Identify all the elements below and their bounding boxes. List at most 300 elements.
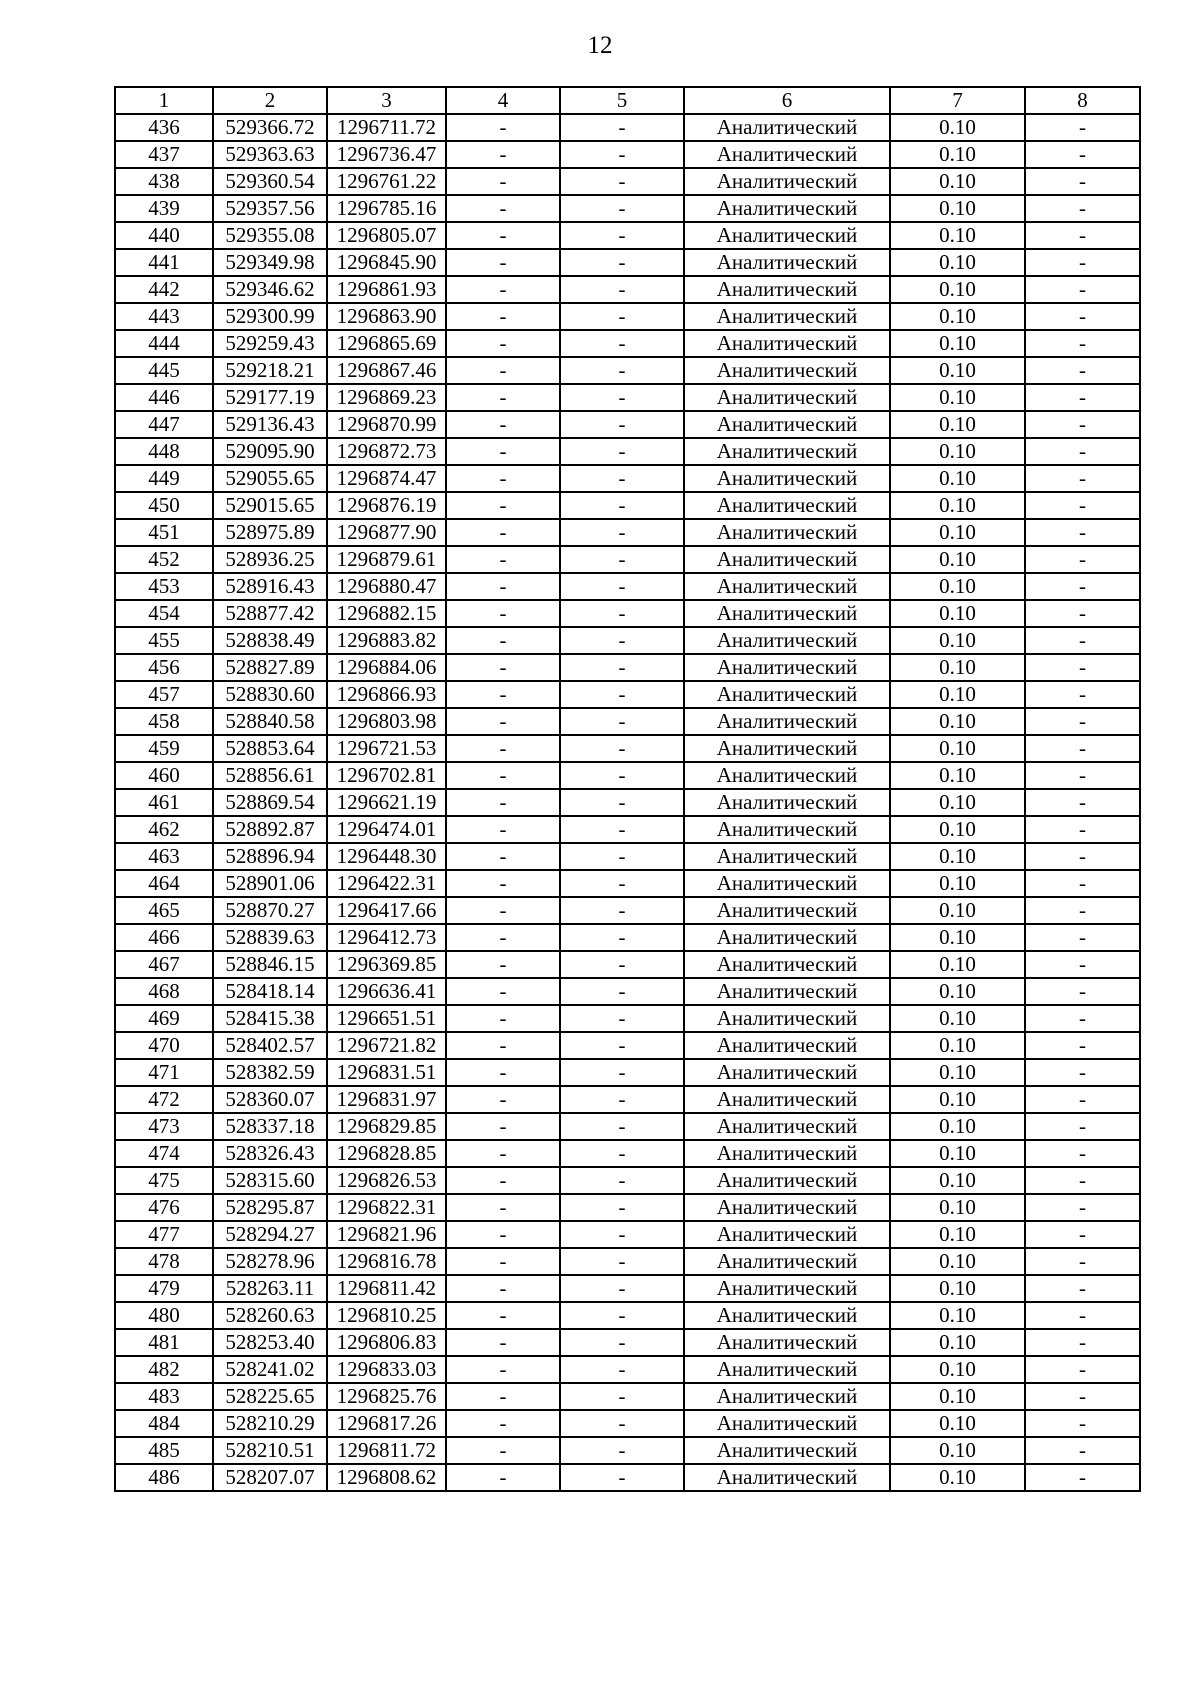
table-cell-col-5-value: - [560,708,684,735]
table-cell-method: Аналитический [684,1329,890,1356]
table-cell-point-number: 466 [115,924,213,951]
table-cell-col-5-value: - [560,1113,684,1140]
table-cell-y-coordinate: 1296369.85 [327,951,446,978]
table-cell-point-number: 479 [115,1275,213,1302]
table-cell-x-coordinate: 528846.15 [213,951,327,978]
table-cell-col-4-value: - [446,1140,560,1167]
table-cell-y-coordinate: 1296877.90 [327,519,446,546]
table-cell-x-coordinate: 528207.07 [213,1464,327,1491]
table-row [115,1086,1140,1113]
table-cell-col-8-value: - [1025,735,1140,762]
table-cell-col-5-value: - [560,1005,684,1032]
table-row [115,870,1140,897]
table-cell-point-number: 481 [115,1329,213,1356]
table-row [115,1437,1140,1464]
table-cell-x-coordinate: 529360.54 [213,168,327,195]
table-cell-col-5-value: - [560,762,684,789]
table-cell-x-coordinate: 528840.58 [213,708,327,735]
table-cell-accuracy: 0.10 [890,1410,1025,1437]
table-cell-method: Аналитический [684,573,890,600]
table-cell-y-coordinate: 1296811.42 [327,1275,446,1302]
table-cell-point-number: 448 [115,438,213,465]
table-cell-y-coordinate: 1296869.23 [327,384,446,411]
table-cell-x-coordinate: 529055.65 [213,465,327,492]
table-cell-point-number: 457 [115,681,213,708]
table-row [115,1113,1140,1140]
table-cell-point-number: 472 [115,1086,213,1113]
table-cell-col-5-value: - [560,1329,684,1356]
table-cell-col-5-value: - [560,303,684,330]
table-cell-col-8-value: - [1025,465,1140,492]
table-cell-col-8-value: - [1025,951,1140,978]
table-cell-col-4-value: - [446,357,560,384]
table-cell-x-coordinate: 528382.59 [213,1059,327,1086]
table-cell-x-coordinate: 529355.08 [213,222,327,249]
table-cell-method: Аналитический [684,1167,890,1194]
table-cell-x-coordinate: 528839.63 [213,924,327,951]
table-cell-col-8-value: - [1025,330,1140,357]
table-cell-point-number: 471 [115,1059,213,1086]
table-cell-point-number: 483 [115,1383,213,1410]
table-cell-col-8-value: - [1025,1005,1140,1032]
table-cell-y-coordinate: 1296817.26 [327,1410,446,1437]
table-cell-x-coordinate: 528853.64 [213,735,327,762]
table-cell-col-8-value: - [1025,1032,1140,1059]
table-cell-col-8-value: - [1025,1410,1140,1437]
table-cell-x-coordinate: 528402.57 [213,1032,327,1059]
table-cell-col-5-value: - [560,1221,684,1248]
table-cell-x-coordinate: 528263.11 [213,1275,327,1302]
table-cell-col-8-value: - [1025,1248,1140,1275]
table-cell-method: Аналитический [684,168,890,195]
table-cell-method: Аналитический [684,789,890,816]
table-cell-col-5-value: - [560,357,684,384]
table-cell-accuracy: 0.10 [890,357,1025,384]
column-header: 8 [1025,87,1140,114]
table-cell-col-5-value: - [560,168,684,195]
table-row [115,141,1140,168]
table-cell-accuracy: 0.10 [890,411,1025,438]
column-header: 1 [115,87,213,114]
table-row [115,681,1140,708]
table-cell-col-8-value: - [1025,1194,1140,1221]
table-cell-accuracy: 0.10 [890,573,1025,600]
table-cell-col-4-value: - [446,1005,560,1032]
table-cell-col-5-value: - [560,519,684,546]
table-cell-x-coordinate: 529300.99 [213,303,327,330]
table-cell-accuracy: 0.10 [890,438,1025,465]
table-cell-x-coordinate: 528294.27 [213,1221,327,1248]
table-cell-point-number: 482 [115,1356,213,1383]
table-cell-accuracy: 0.10 [890,1248,1025,1275]
table-row [115,1032,1140,1059]
table-cell-x-coordinate: 528360.07 [213,1086,327,1113]
table-cell-y-coordinate: 1296876.19 [327,492,446,519]
table-cell-point-number: 441 [115,249,213,276]
table-cell-method: Аналитический [684,1194,890,1221]
table-cell-col-5-value: - [560,114,684,141]
table-cell-x-coordinate: 528278.96 [213,1248,327,1275]
table-cell-y-coordinate: 1296884.06 [327,654,446,681]
table-cell-y-coordinate: 1296805.07 [327,222,446,249]
table-cell-point-number: 451 [115,519,213,546]
table-cell-y-coordinate: 1296870.99 [327,411,446,438]
table-cell-x-coordinate: 528210.29 [213,1410,327,1437]
table-cell-x-coordinate: 528225.65 [213,1383,327,1410]
table-cell-col-4-value: - [446,384,560,411]
table-cell-col-5-value: - [560,438,684,465]
table-cell-col-5-value: - [560,897,684,924]
table-cell-point-number: 456 [115,654,213,681]
table-cell-col-4-value: - [446,735,560,762]
table-cell-col-8-value: - [1025,789,1140,816]
table-cell-col-8-value: - [1025,1302,1140,1329]
table-cell-x-coordinate: 528870.27 [213,897,327,924]
table-cell-col-4-value: - [446,843,560,870]
table-cell-col-4-value: - [446,492,560,519]
table-cell-col-5-value: - [560,249,684,276]
table-cell-col-5-value: - [560,384,684,411]
table-cell-accuracy: 0.10 [890,492,1025,519]
table-cell-col-5-value: - [560,1140,684,1167]
table-row [115,303,1140,330]
table-cell-col-8-value: - [1025,1140,1140,1167]
table-cell-accuracy: 0.10 [890,1464,1025,1491]
table-cell-col-5-value: - [560,1275,684,1302]
table-cell-y-coordinate: 1296825.76 [327,1383,446,1410]
table-cell-y-coordinate: 1296863.90 [327,303,446,330]
table-cell-method: Аналитический [684,492,890,519]
table-cell-col-5-value: - [560,924,684,951]
table-cell-x-coordinate: 529136.43 [213,411,327,438]
table-cell-col-8-value: - [1025,492,1140,519]
table-cell-col-8-value: - [1025,438,1140,465]
table-cell-col-4-value: - [446,1302,560,1329]
table-cell-accuracy: 0.10 [890,1383,1025,1410]
table-cell-x-coordinate: 528326.43 [213,1140,327,1167]
table-cell-col-8-value: - [1025,519,1140,546]
table-row [115,546,1140,573]
table-cell-y-coordinate: 1296711.72 [327,114,446,141]
table-cell-method: Аналитический [684,438,890,465]
table-cell-col-4-value: - [446,1356,560,1383]
table-cell-col-4-value: - [446,681,560,708]
table-cell-col-4-value: - [446,1437,560,1464]
table-cell-y-coordinate: 1296867.46 [327,357,446,384]
table-cell-y-coordinate: 1296806.83 [327,1329,446,1356]
table-cell-accuracy: 0.10 [890,249,1025,276]
table-cell-method: Аналитический [684,627,890,654]
table-cell-point-number: 440 [115,222,213,249]
table-cell-x-coordinate: 528877.42 [213,600,327,627]
table-cell-col-4-value: - [446,168,560,195]
table-cell-method: Аналитический [684,924,890,951]
table-cell-method: Аналитический [684,1356,890,1383]
table-cell-col-8-value: - [1025,141,1140,168]
table-cell-point-number: 439 [115,195,213,222]
table-row [115,1356,1140,1383]
table-cell-col-8-value: - [1025,843,1140,870]
table-cell-method: Аналитический [684,978,890,1005]
table-row [115,1059,1140,1086]
table-cell-point-number: 454 [115,600,213,627]
table-cell-y-coordinate: 1296816.78 [327,1248,446,1275]
table-cell-col-8-value: - [1025,654,1140,681]
table-cell-y-coordinate: 1296861.93 [327,276,446,303]
table-header-row [115,87,1140,114]
table-cell-col-8-value: - [1025,1329,1140,1356]
table-cell-method: Аналитический [684,654,890,681]
table-cell-col-5-value: - [560,1437,684,1464]
table-cell-y-coordinate: 1296829.85 [327,1113,446,1140]
table-cell-col-5-value: - [560,1167,684,1194]
table-cell-x-coordinate: 528869.54 [213,789,327,816]
table-cell-x-coordinate: 528975.89 [213,519,327,546]
table-cell-col-4-value: - [446,951,560,978]
table-cell-point-number: 460 [115,762,213,789]
table-row [115,411,1140,438]
table-row [115,897,1140,924]
table-row [115,762,1140,789]
table-cell-y-coordinate: 1296833.03 [327,1356,446,1383]
table-cell-x-coordinate: 528830.60 [213,681,327,708]
table-cell-col-4-value: - [446,1194,560,1221]
table-cell-point-number: 480 [115,1302,213,1329]
table-cell-col-8-value: - [1025,546,1140,573]
table-cell-col-8-value: - [1025,1356,1140,1383]
table-cell-point-number: 438 [115,168,213,195]
table-cell-method: Аналитический [684,762,890,789]
table-row [115,978,1140,1005]
table-cell-col-8-value: - [1025,1464,1140,1491]
table-cell-col-4-value: - [446,789,560,816]
table-cell-point-number: 477 [115,1221,213,1248]
table-cell-y-coordinate: 1296702.81 [327,762,446,789]
table-cell-col-5-value: - [560,1248,684,1275]
table-cell-col-8-value: - [1025,870,1140,897]
table-cell-x-coordinate: 529357.56 [213,195,327,222]
table-cell-method: Аналитический [684,1248,890,1275]
table-cell-col-8-value: - [1025,1383,1140,1410]
table-cell-col-5-value: - [560,627,684,654]
table-cell-col-5-value: - [560,600,684,627]
table-cell-y-coordinate: 1296412.73 [327,924,446,951]
table-cell-method: Аналитический [684,519,890,546]
table-cell-col-8-value: - [1025,1221,1140,1248]
table-cell-y-coordinate: 1296721.82 [327,1032,446,1059]
table-cell-x-coordinate: 529177.19 [213,384,327,411]
table-cell-y-coordinate: 1296872.73 [327,438,446,465]
table-cell-point-number: 463 [115,843,213,870]
table-cell-accuracy: 0.10 [890,195,1025,222]
table-cell-accuracy: 0.10 [890,276,1025,303]
table-cell-method: Аналитический [684,465,890,492]
table-cell-col-8-value: - [1025,276,1140,303]
table-cell-col-5-value: - [560,978,684,1005]
table-cell-col-8-value: - [1025,195,1140,222]
column-header: 4 [446,87,560,114]
table-cell-col-8-value: - [1025,411,1140,438]
table-cell-col-8-value: - [1025,1113,1140,1140]
table-cell-point-number: 468 [115,978,213,1005]
table-cell-col-8-value: - [1025,168,1140,195]
table-cell-method: Аналитический [684,951,890,978]
table-cell-accuracy: 0.10 [890,897,1025,924]
table-cell-col-8-value: - [1025,1167,1140,1194]
table-cell-accuracy: 0.10 [890,1356,1025,1383]
table-cell-point-number: 475 [115,1167,213,1194]
table-cell-col-4-value: - [446,816,560,843]
table-cell-accuracy: 0.10 [890,1275,1025,1302]
page-number: 12 [587,32,613,59]
table-cell-col-4-value: - [446,1086,560,1113]
table-row [115,600,1140,627]
table-cell-x-coordinate: 528892.87 [213,816,327,843]
table-cell-col-5-value: - [560,195,684,222]
table-cell-point-number: 478 [115,1248,213,1275]
table-cell-col-4-value: - [446,114,560,141]
table-cell-col-8-value: - [1025,222,1140,249]
table-cell-method: Аналитический [684,222,890,249]
table-cell-point-number: 485 [115,1437,213,1464]
table-cell-y-coordinate: 1296736.47 [327,141,446,168]
table-cell-y-coordinate: 1296808.62 [327,1464,446,1491]
table-row [115,789,1140,816]
table-cell-point-number: 449 [115,465,213,492]
table-row [115,168,1140,195]
table-cell-y-coordinate: 1296874.47 [327,465,446,492]
table-cell-col-5-value: - [560,492,684,519]
table-cell-accuracy: 0.10 [890,654,1025,681]
table-row [115,438,1140,465]
table-cell-method: Аналитический [684,1383,890,1410]
table-cell-y-coordinate: 1296621.19 [327,789,446,816]
table-cell-x-coordinate: 528241.02 [213,1356,327,1383]
table-cell-x-coordinate: 529346.62 [213,276,327,303]
table-cell-col-5-value: - [560,735,684,762]
table-cell-accuracy: 0.10 [890,681,1025,708]
table-cell-x-coordinate: 529363.63 [213,141,327,168]
table-cell-point-number: 469 [115,1005,213,1032]
table-cell-x-coordinate: 528337.18 [213,1113,327,1140]
table-cell-col-5-value: - [560,141,684,168]
table-cell-x-coordinate: 529349.98 [213,249,327,276]
column-header: 3 [327,87,446,114]
table-cell-col-8-value: - [1025,600,1140,627]
table-cell-x-coordinate: 528896.94 [213,843,327,870]
table-cell-point-number: 452 [115,546,213,573]
table-cell-accuracy: 0.10 [890,762,1025,789]
table-cell-point-number: 470 [115,1032,213,1059]
table-cell-method: Аналитический [684,600,890,627]
table-row [115,627,1140,654]
table-cell-y-coordinate: 1296651.51 [327,1005,446,1032]
table-cell-y-coordinate: 1296845.90 [327,249,446,276]
table-cell-y-coordinate: 1296826.53 [327,1167,446,1194]
table-cell-y-coordinate: 1296636.41 [327,978,446,1005]
table-cell-accuracy: 0.10 [890,816,1025,843]
table-cell-col-5-value: - [560,1032,684,1059]
table-cell-accuracy: 0.10 [890,141,1025,168]
table-cell-y-coordinate: 1296822.31 [327,1194,446,1221]
table-row [115,114,1140,141]
table-cell-y-coordinate: 1296448.30 [327,843,446,870]
table-cell-method: Аналитический [684,357,890,384]
table-row [115,735,1140,762]
table-row [115,1302,1140,1329]
table-cell-point-number: 446 [115,384,213,411]
table-row [115,1329,1140,1356]
table-row [115,1221,1140,1248]
table-cell-col-4-value: - [446,1167,560,1194]
table-cell-col-4-value: - [446,303,560,330]
table-row [115,1383,1140,1410]
table-cell-y-coordinate: 1296803.98 [327,708,446,735]
table-cell-col-8-value: - [1025,627,1140,654]
table-cell-col-5-value: - [560,1086,684,1113]
table-cell-col-5-value: - [560,681,684,708]
table-cell-accuracy: 0.10 [890,627,1025,654]
table-cell-x-coordinate: 528415.38 [213,1005,327,1032]
table-cell-x-coordinate: 529095.90 [213,438,327,465]
table-cell-col-8-value: - [1025,816,1140,843]
table-cell-point-number: 464 [115,870,213,897]
table-cell-col-5-value: - [560,1194,684,1221]
table-cell-col-5-value: - [560,654,684,681]
table-cell-col-4-value: - [446,1248,560,1275]
table-cell-method: Аналитический [684,195,890,222]
table-cell-col-4-value: - [446,600,560,627]
table-cell-col-4-value: - [446,1221,560,1248]
table-cell-point-number: 443 [115,303,213,330]
table-cell-point-number: 437 [115,141,213,168]
table-cell-y-coordinate: 1296821.96 [327,1221,446,1248]
table-cell-col-4-value: - [446,1383,560,1410]
table-cell-point-number: 444 [115,330,213,357]
table-row [115,1464,1140,1491]
table-cell-accuracy: 0.10 [890,1113,1025,1140]
table-cell-y-coordinate: 1296831.51 [327,1059,446,1086]
table-row [115,1275,1140,1302]
table-cell-method: Аналитический [684,897,890,924]
table-cell-y-coordinate: 1296761.22 [327,168,446,195]
table-cell-col-8-value: - [1025,249,1140,276]
table-row [115,1167,1140,1194]
table-cell-accuracy: 0.10 [890,1437,1025,1464]
table-cell-col-4-value: - [446,1329,560,1356]
table-cell-point-number: 486 [115,1464,213,1491]
table-cell-x-coordinate: 528916.43 [213,573,327,600]
table-cell-method: Аналитический [684,384,890,411]
table-cell-col-8-value: - [1025,384,1140,411]
table-cell-col-8-value: - [1025,978,1140,1005]
table-cell-col-5-value: - [560,870,684,897]
table-cell-method: Аналитический [684,816,890,843]
table-cell-accuracy: 0.10 [890,1059,1025,1086]
table-cell-method: Аналитический [684,1086,890,1113]
table-row [115,222,1140,249]
table-cell-x-coordinate: 528210.51 [213,1437,327,1464]
table-cell-col-4-value: - [446,1032,560,1059]
table-cell-y-coordinate: 1296785.16 [327,195,446,222]
table-cell-col-5-value: - [560,816,684,843]
table-cell-point-number: 459 [115,735,213,762]
table-cell-method: Аналитический [684,1032,890,1059]
table-cell-point-number: 447 [115,411,213,438]
table-cell-point-number: 476 [115,1194,213,1221]
table-cell-y-coordinate: 1296417.66 [327,897,446,924]
table-cell-method: Аналитический [684,735,890,762]
